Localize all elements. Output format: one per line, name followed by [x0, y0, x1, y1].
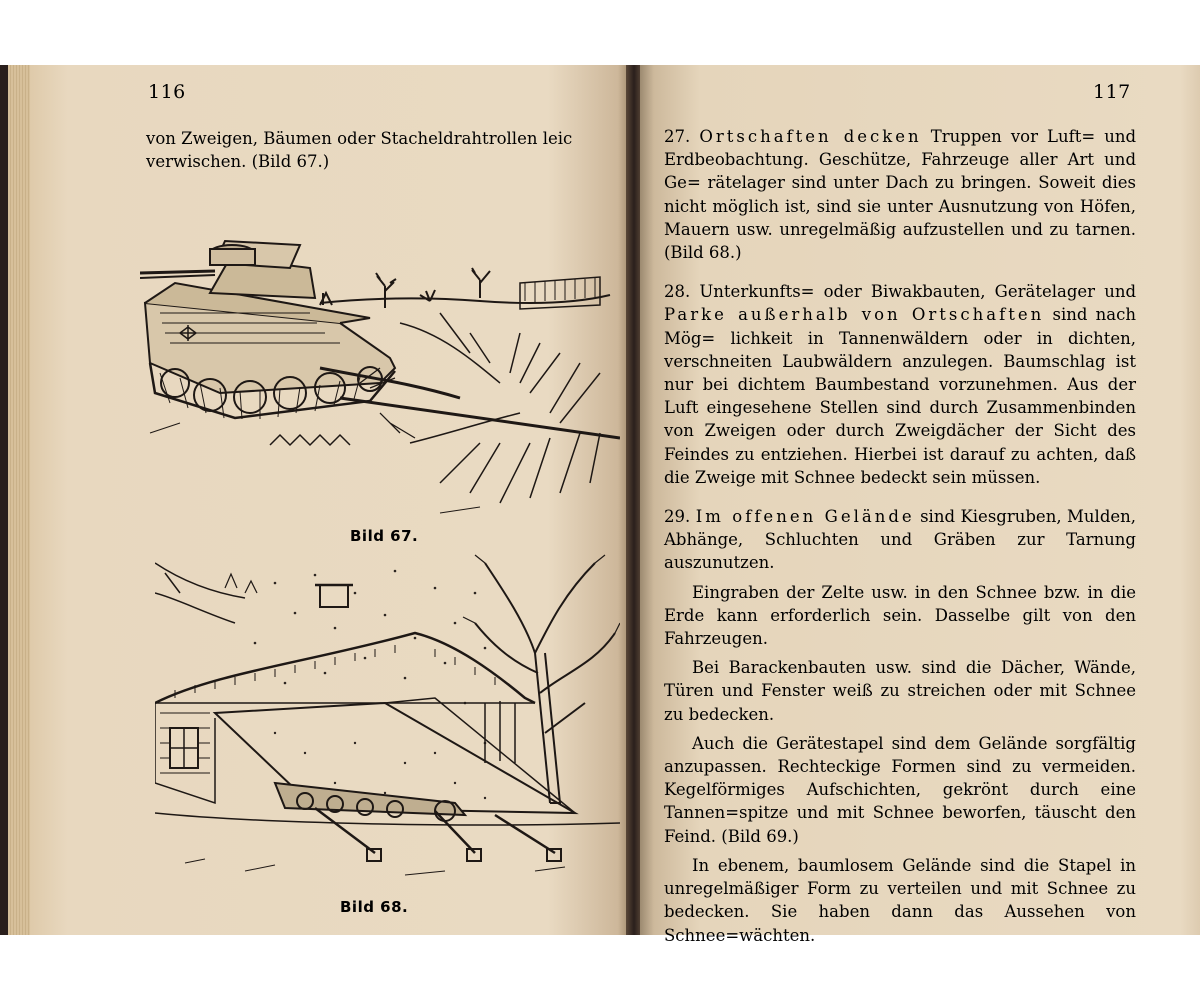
paragraph-28 — [664, 280, 1136, 489]
paragraph-29 — [664, 505, 1136, 575]
text-line: Truppen vor Luft= und — [930, 127, 1137, 146]
text-line: Mauern usw. unregelmäßig aufzustellen und zu tarnen. — [664, 219, 1136, 239]
text-line: lichkeit in Tannenwäldern oder in dichten, verschneiten — [664, 328, 1136, 371]
text-line: auszunutzen. — [664, 553, 775, 573]
paragraph-number: 27. — [664, 127, 691, 146]
emphasis-text: Im offenen Gelände — [695, 507, 915, 527]
left-page-text — [146, 127, 626, 173]
right-page-number: 117 — [1093, 81, 1131, 103]
text-line: bedeckt sein müssen. — [860, 467, 1041, 487]
open-book — [0, 65, 1200, 945]
page-edge-stack — [8, 65, 30, 935]
paragraph-number: 28. — [664, 282, 691, 302]
paragraph-open-terrain: In ebenem, baumlosem Gelände sind die Stapel in unregelmäßiger Form zu verteilen und mit Schnee zu bedecken. Sie haben dann das Aussehen von Schnee=wächten. — [664, 855, 1136, 945]
figure-67-caption: Bild 67. — [350, 527, 419, 545]
text-line: durch Zweigdächer der Sicht des Feindes zu entziehen. — [664, 421, 1136, 464]
barracks-camouflage-illustration — [155, 553, 620, 888]
text-line: (Bild 68.) — [664, 243, 742, 263]
text-line: Laubwäldern anzulegen. Baumschlag ist nur bei dichtem — [664, 351, 1136, 395]
text-line: verwischen. (Bild 67.) — [146, 152, 330, 172]
right-page-text — [664, 125, 1136, 947]
text-line: sind Kiesgruben, — [920, 507, 1062, 527]
tank-camouflage-illustration — [140, 183, 620, 518]
emphasis-text: Ortschaften decken — [699, 127, 922, 146]
figure-68-caption: Bild 68. — [340, 898, 409, 916]
paragraph-27 — [664, 125, 1136, 264]
text-line: von Zweigen, Bäumen oder Stacheldrahtrollen leic — [146, 129, 573, 148]
text-line: Hierbei ist darauf zu achten, daß die Zweige mit Schnee — [664, 444, 1137, 487]
paragraph-tents: Eingraben der Zelte usw. in den Schnee bzw. in die Erde kann erforderlich sein. Dasselbe gilt von den Fahrzeugen. — [664, 582, 1136, 649]
text-line: Unterkunfts= oder Biwakbauten, Gerätelager und — [699, 282, 1137, 302]
text-line: nicht möglich ist, sind sie unter Ausnutzung von Höfen, — [664, 196, 1136, 216]
emphasis-text: Parke außerhalb von Ortschaften — [664, 305, 1045, 325]
paragraph-equipment-stacks: Auch die Gerätestapel sind dem Gelände sorgfältig anzupassen. Rechteckige Formen sind zu vermeiden. Kegelförmiges Aufschichten, gekrönt durch eine Tannen=spitze und mit Schnee beworfen, täuscht den Feind. (Bild 69.) — [664, 733, 1136, 846]
paragraph-barracks: Bei Barackenbauten usw. sind die Dächer, Wände, Türen und Fenster weiß zu streichen oder mit Schnee zu bedecken. — [664, 658, 1136, 724]
text-line: Baumbestand vorzunehmen. Aus der Luft eingesehene — [664, 375, 1137, 418]
text-line: rätelager sind unter Dach zu bringen. Soweit dies — [707, 173, 1137, 193]
text-line: sind nach Mög= — [664, 305, 1136, 348]
text-line: Mulden, Abhänge, Schluchten und Gräben zur Tarnung — [664, 507, 1137, 550]
paragraph-number: 29. — [664, 507, 691, 527]
left-page-number: 116 — [148, 81, 186, 103]
text-line: Erdbeobachtung. Geschütze, Fahrzeuge aller Art und Ge= — [664, 150, 1136, 193]
text-line: Stellen sind durch Zusammenbinden von Zweigen oder — [664, 398, 1137, 441]
